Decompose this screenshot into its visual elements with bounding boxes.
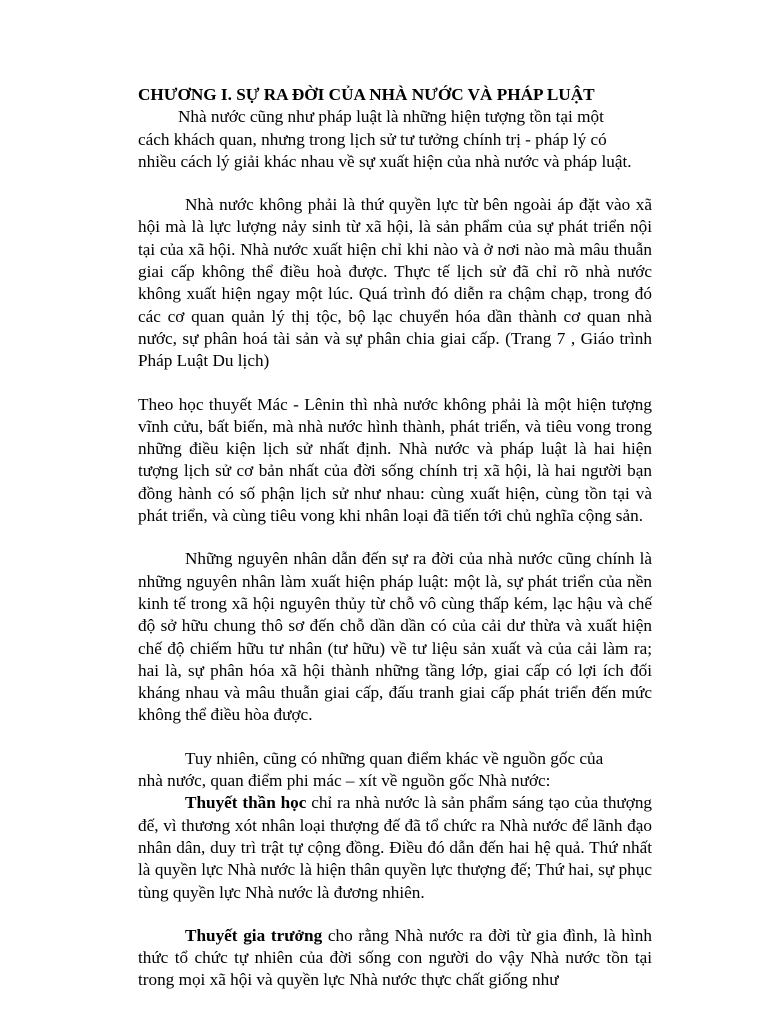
other-views-line-1: Tuy nhiên, cũng có những quan điểm khác về nguồn gốc của (185, 748, 604, 768)
paragraph-other-views (138, 748, 652, 793)
chapter-title: CHƯƠNG I. SỰ RA ĐỜI CỦA NHÀ NƯỚC VÀ PHÁP LUẬT (138, 85, 595, 104)
paragraph-marx-lenin: Theo học thuyết Mác - Lênin thì nhà nước không phải là một hiện tượng vĩnh cửu, bất biến, mà nhà nước hình thành, phát triển, và tiêu vong trong những điều kiện lịch sử nhất định. Nhà nước và pháp luật là hai hiện tượng lịch sử cơ bản nhất của đời sống chính trị xã hội, là hai người bạn đồng hành có số phận lịch sử như nhau: cùng xuất hiện, cùng tồn tại và phát triển, và cùng tiêu vong khi nhân loại đã tiến tới chủ nghĩa cộng sản. (138, 394, 652, 526)
other-views-line-2: nhà nước, quan điểm phi mác – xít về nguồn gốc Nhà nước: (138, 771, 551, 791)
document-page (138, 84, 652, 992)
theology-theory-heading: Thuyết thần học (185, 793, 307, 813)
paragraph-theology-theory (138, 792, 652, 903)
patriarchal-theory-text: cho rằng Nhà nước ra đời từ gia đình, là hình thức tổ chức tự nhiên của đời sống con người do vậy Nhà nước tồn tại trong mọi xã hội và quyền lực Nhà nước thực chất giống như (138, 925, 652, 990)
theology-theory-text: chỉ ra nhà nước là sản phẩm sáng tạo của thượng đế, vì thương xót nhân loại thượng đế đã tổ chức ra Nhà nước để lãnh đạo nhân dân, duy trì trật tự cộng đồng. Điều đó dẫn đến hai hệ quả. Thứ nhất là quyền lực Nhà nước là hiện thân quyền lực thượng đế; Thứ hai, sự phục tùng quyền lực Nhà nước là đương nhiên. (138, 793, 653, 902)
paragraph-patriarchal-theory (138, 925, 652, 992)
paragraph-state-origin: Nhà nước không phải là thứ quyền lực từ bên ngoài áp đặt vào xã hội mà là lực lượng nảy sinh từ xã hội, là sản phẩm của sự phát triển nội tại của xã hội. Nhà nước xuất hiện chỉ khi nào và ở nơi nào mà mâu thuẫn giai cấp không thể điều hoà được. Thực tế lịch sử đã chỉ rõ nhà nước không xuất hiện ngay một lúc. Quá trình đó diễn ra chậm chạp, trong đó các cơ quan quản lý thị tộc, bộ lạc chuyển hóa dần thành cơ quan nhà nước, sự phân hoá tài sản và sự phân chia giai cấp. (Trang 7 , Giáo trình Pháp Luật Du lịch) (138, 195, 652, 371)
patriarchal-theory-heading: Thuyết gia trưởng (185, 925, 323, 945)
paragraph-causes: Những nguyên nhân dẫn đến sự ra đời của nhà nước cũng chính là những nguyên nhân làm xuất hiện pháp luật: một là, sự phát triển của nền kinh tế trong xã hội nguyên thủy từ chỗ vô cùng thấp kém, lạc hậu và chế độ sở hữu chung thô sơ đến chỗ dần dần có của cải dư thừa và xuất hiện chế độ chiếm hữu tư nhân (tư hữu) về tư liệu sản xuất và của cải làm ra; hai là, sự phân hóa xã hội thành những tầng lớp, giai cấp có lợi ích đối kháng nhau và mâu thuẫn giai cấp, đấu tranh giai cấp phát triển đến mức không thể điều hòa được. (138, 549, 652, 725)
paragraph-intro: Nhà nước cũng như pháp luật là những hiện tượng tồn tại một cách khách quan, nhưng trong lịch sử tư tưởng chính trị - pháp lý có nhiều cách lý giải khác nhau về sự xuất hiện của nhà nước và pháp luật. (138, 107, 632, 171)
